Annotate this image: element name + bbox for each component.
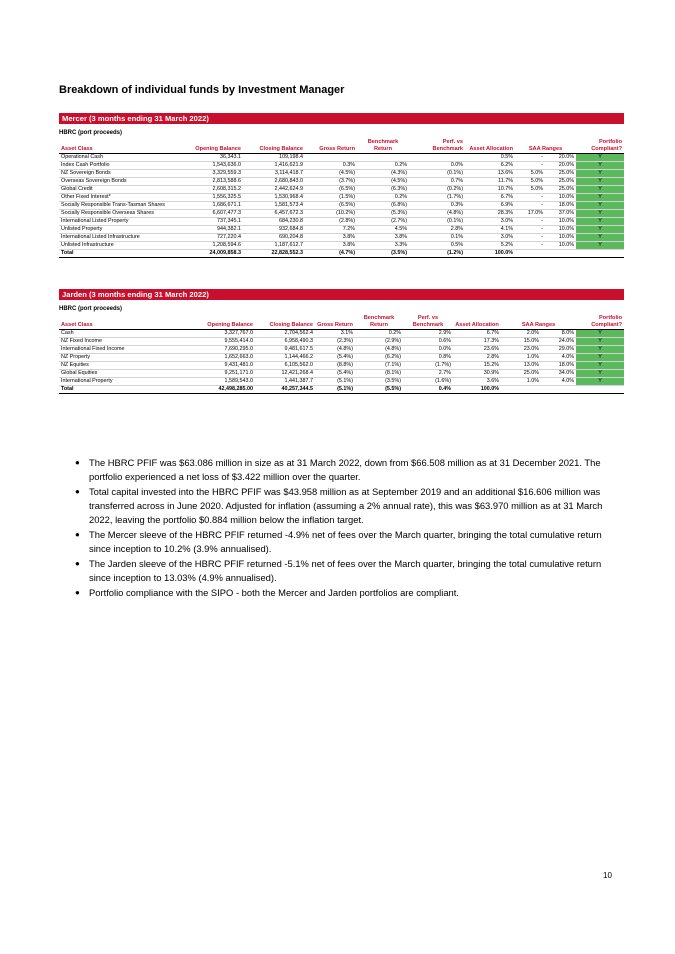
col-header-perf-vs-benchmark: Perf. vs Benchmark: [403, 315, 453, 330]
cell-perf-vs-benchmark: 2.8%: [409, 226, 465, 234]
jarden-table: [59, 315, 624, 394]
cell-saa-max: 10.0%: [545, 242, 576, 250]
cell-opening-balance: 9,431,481.0: [171, 362, 255, 370]
cell-asset-class: International Listed Infrastructure: [59, 234, 187, 242]
cell-closing-balance: 1,581,573.4: [243, 202, 305, 210]
cell-gross-return: (3.7%): [305, 178, 357, 186]
table-row: [59, 186, 624, 194]
cell-opening-balance: 3,329,559.3: [187, 170, 243, 178]
col-header-gross-return: Gross Return: [305, 139, 357, 154]
cell-perf-vs-benchmark: 0.7%: [409, 178, 465, 186]
table-row: [59, 338, 624, 346]
bullet-icon: ●: [75, 458, 80, 467]
cell-asset-class: Socially Responsible Trans-Tasman Shares: [59, 202, 187, 210]
cell-gross-return: [305, 154, 357, 162]
cell-closing-balance: 1,441,387.7: [255, 378, 315, 386]
page-heading: Breakdown of individual funds by Investment Manager: [59, 84, 345, 96]
cell-saa-max: 4.0%: [541, 378, 576, 386]
col-header-asset-allocation: Asset Allocation: [453, 315, 501, 330]
cell-benchmark-return: (8.1%): [355, 370, 403, 378]
cell-compliant: Y: [576, 338, 624, 346]
bullet-icon: ●: [75, 588, 80, 597]
cell-asset-class: International Fixed Income: [59, 346, 171, 354]
bullet-icon: ●: [75, 530, 80, 539]
col-header-portfolio-compliant: Portfolio Compliant?: [576, 139, 624, 154]
cell-gross-return: (6.5%): [305, 186, 357, 194]
cell-closing-balance: 12,421,268.4: [255, 370, 315, 378]
cell-benchmark-return: 0.2%: [357, 162, 409, 170]
cell-asset-class: International Listed Property: [59, 218, 187, 226]
cell-gross-return: (10.2%): [305, 210, 357, 218]
cell-perf-vs-benchmark: 0.0%: [409, 162, 465, 170]
bullet-item: [75, 456, 615, 484]
total-row: [59, 250, 624, 258]
cell-asset-class: Unlisted Infrastructure: [59, 242, 187, 250]
cell-gross-return: 3.1%: [315, 330, 355, 338]
col-header-asset-class: Asset Class: [59, 315, 171, 330]
cell-saa-min: 1.0%: [501, 378, 541, 386]
cell-saa-min: -: [515, 154, 545, 162]
cell-saa-min: 25.0%: [501, 370, 541, 378]
total-asset-class: Total: [59, 386, 171, 394]
cell-saa-min: 1.0%: [501, 354, 541, 362]
total-saa-min: [501, 386, 541, 394]
jarden-banner: Jarden (3 months ending 31 March 2022): [59, 289, 624, 300]
cell-benchmark-return: (6.3%): [357, 186, 409, 194]
cell-saa-min: 17.0%: [515, 210, 545, 218]
cell-saa-max: 24.0%: [541, 338, 576, 346]
bullet-text: The Mercer sleeve of the HBRC PFIF returned -4.9% net of fees over the March quarter, bringing the total cumulative return since inception to 10.2% (3.9% annualised).: [89, 529, 602, 554]
cell-perf-vs-benchmark: (4.8%): [409, 210, 465, 218]
cell-saa-min: 5.0%: [515, 170, 545, 178]
table-row: [59, 194, 624, 202]
cell-saa-max: 10.0%: [545, 226, 576, 234]
bullet-item: [75, 485, 615, 527]
mercer-section: [59, 113, 624, 258]
cell-saa-max: 29.0%: [541, 346, 576, 354]
bullet-item: [75, 586, 615, 600]
cell-asset-allocation: 6.7%: [453, 330, 501, 338]
total-asset-allocation: 100.0%: [453, 386, 501, 394]
cell-benchmark-return: 0.2%: [355, 330, 403, 338]
cell-opening-balance: 1,652,663.0: [171, 354, 255, 362]
cell-benchmark-return: 0.2%: [357, 194, 409, 202]
cell-saa-min: -: [515, 242, 545, 250]
cell-closing-balance: 1,187,612.7: [243, 242, 305, 250]
total-asset-allocation: 100.0%: [465, 250, 515, 258]
cell-asset-allocation: 5.2%: [465, 242, 515, 250]
cell-benchmark-return: (7.1%): [355, 362, 403, 370]
cell-saa-min: -: [515, 218, 545, 226]
cell-opening-balance: 944,382.1: [187, 226, 243, 234]
cell-opening-balance: 1,556,325.5: [187, 194, 243, 202]
cell-compliant: Y: [576, 370, 624, 378]
cell-compliant: Y: [576, 218, 624, 226]
cell-gross-return: 3.8%: [305, 234, 357, 242]
bullet-item: [75, 528, 615, 556]
col-header-opening-balance: Opening Balance: [171, 315, 255, 330]
mercer-subhead: HBRC (port proceeds): [59, 130, 123, 136]
cell-asset-allocation: 23.6%: [453, 346, 501, 354]
table-row: [59, 178, 624, 186]
cell-closing-balance: 3,114,418.7: [243, 170, 305, 178]
cell-asset-allocation: 28.3%: [465, 210, 515, 218]
cell-saa-max: 8.0%: [541, 330, 576, 338]
cell-gross-return: (4.5%): [305, 170, 357, 178]
cell-benchmark-return: 3.3%: [357, 242, 409, 250]
cell-compliant: Y: [576, 186, 624, 194]
total-compliant: [576, 386, 624, 394]
col-header-asset-allocation: Asset Allocation: [465, 139, 515, 154]
table-row: [59, 202, 624, 210]
table-row: [59, 346, 624, 354]
cell-asset-allocation: 30.9%: [453, 370, 501, 378]
total-closing-balance: 40,257,344.5: [255, 386, 315, 394]
cell-asset-class: Global Credit: [59, 186, 187, 194]
cell-perf-vs-benchmark: (1.7%): [403, 362, 453, 370]
cell-closing-balance: 9,481,617.5: [255, 346, 315, 354]
col-header-closing-balance: Closing Balance: [243, 139, 305, 154]
cell-closing-balance: 6,457,672.3: [243, 210, 305, 218]
col-header-gross-return: Gross Return: [315, 315, 355, 330]
total-perf-vs-benchmark: 0.4%: [403, 386, 453, 394]
cell-perf-vs-benchmark: (0.1%): [409, 170, 465, 178]
cell-compliant: Y: [576, 170, 624, 178]
cell-closing-balance: 690,204.8: [243, 234, 305, 242]
col-header-portfolio-compliant: Portfolio Compliant?: [576, 315, 624, 330]
cell-benchmark-return: (2.9%): [355, 338, 403, 346]
cell-saa-max: 25.0%: [545, 186, 576, 194]
cell-compliant: Y: [576, 226, 624, 234]
mercer-table: [59, 139, 624, 258]
cell-gross-return: (5.4%): [315, 354, 355, 362]
cell-saa-max: 18.0%: [545, 202, 576, 210]
cell-saa-min: 13.0%: [501, 362, 541, 370]
cell-benchmark-return: (4.5%): [357, 178, 409, 186]
col-header-saa-ranges: SAA Ranges: [515, 139, 576, 154]
summary-bullets: [75, 456, 615, 601]
total-saa-max: [541, 386, 576, 394]
cell-asset-allocation: 11.7%: [465, 178, 515, 186]
cell-gross-return: 0.3%: [305, 162, 357, 170]
table-row: [59, 162, 624, 170]
cell-perf-vs-benchmark: 0.1%: [409, 234, 465, 242]
bullet-icon: ●: [75, 559, 80, 568]
table-row: [59, 218, 624, 226]
cell-perf-vs-benchmark: (0.1%): [409, 218, 465, 226]
cell-opening-balance: 737,345.1: [187, 218, 243, 226]
cell-compliant: Y: [576, 162, 624, 170]
cell-compliant: Y: [576, 194, 624, 202]
cell-compliant: Y: [576, 242, 624, 250]
total-opening-balance: 42,498,285.00: [171, 386, 255, 394]
cell-opening-balance: 9,251,171.0: [171, 370, 255, 378]
cell-asset-allocation: 6.9%: [465, 202, 515, 210]
jarden-header-row: [59, 315, 624, 330]
cell-benchmark-return: 3.8%: [357, 234, 409, 242]
cell-compliant: Y: [576, 346, 624, 354]
table-row: [59, 226, 624, 234]
total-saa-min: [515, 250, 545, 258]
total-compliant: [576, 250, 624, 258]
cell-perf-vs-benchmark: 0.8%: [403, 354, 453, 362]
total-closing-balance: 22,828,552.3: [243, 250, 305, 258]
cell-asset-class: NZ Sovereign Bonds: [59, 170, 187, 178]
table-row: [59, 154, 624, 162]
bullet-text: Portfolio compliance with the SIPO - both the Mercer and Jarden portfolios are compliant.: [89, 587, 459, 598]
cell-asset-class: NZ Fixed Income: [59, 338, 171, 346]
cell-benchmark-return: (2.7%): [357, 218, 409, 226]
cell-asset-class: Index Cash Portfolio: [59, 162, 187, 170]
cell-closing-balance: 1,530,968.4: [243, 194, 305, 202]
cell-gross-return: 7.2%: [305, 226, 357, 234]
cell-perf-vs-benchmark: 0.5%: [409, 242, 465, 250]
jarden-subhead: HBRC (port proceeds): [59, 306, 123, 312]
total-asset-class: Total: [59, 250, 187, 258]
cell-asset-allocation: 3.0%: [465, 218, 515, 226]
table-row: [59, 234, 624, 242]
cell-benchmark-return: 4.5%: [357, 226, 409, 234]
cell-asset-allocation: 6.7%: [465, 194, 515, 202]
cell-saa-max: 10.0%: [545, 194, 576, 202]
cell-closing-balance: 932,684.8: [243, 226, 305, 234]
cell-saa-max: 37.0%: [545, 210, 576, 218]
cell-perf-vs-benchmark: 0.6%: [403, 338, 453, 346]
cell-opening-balance: 727,220.4: [187, 234, 243, 242]
cell-saa-max: 34.0%: [541, 370, 576, 378]
cell-closing-balance: 2,704,562.4: [255, 330, 315, 338]
cell-saa-max: 25.0%: [545, 170, 576, 178]
cell-gross-return: (1.5%): [305, 194, 357, 202]
cell-saa-max: 20.0%: [545, 154, 576, 162]
cell-asset-class: Operational Cash: [59, 154, 187, 162]
bullet-icon: ●: [75, 487, 80, 496]
cell-asset-class: Socially Responsible Overseas Shares: [59, 210, 187, 218]
cell-opening-balance: 1,543,636.0: [187, 162, 243, 170]
cell-asset-allocation: 6.2%: [465, 162, 515, 170]
cell-opening-balance: 1,589,543.0: [171, 378, 255, 386]
bullet-text: Total capital invested into the HBRC PFIF was $43.958 million as at September 2019 and an additional $16.606 million was transferred across in June 2020. Adjusted for inflation (assuming a 2% annual rate), this was $63.970 million as at 31 March 2022, leaving the portfolio $0.884 million below the inflation target.: [89, 486, 603, 525]
bullet-text: The Jarden sleeve of the HBRC PFIF returned -5.1% net of fees over the March quarter, bringing the total cumulative return since inception to 13.03% (4.9% annualised).: [89, 558, 602, 583]
cell-perf-vs-benchmark: (1.6%): [403, 378, 453, 386]
cell-saa-min: 5.0%: [515, 186, 545, 194]
col-header-closing-balance: Closing Balance: [255, 315, 315, 330]
cell-asset-allocation: 3.6%: [453, 378, 501, 386]
cell-opening-balance: 2,813,588.6: [187, 178, 243, 186]
table-row: [59, 354, 624, 362]
total-opening-balance: 24,009,858.3: [187, 250, 243, 258]
cell-asset-allocation: 17.3%: [453, 338, 501, 346]
cell-asset-class: Other Fixed Interest*: [59, 194, 187, 202]
cell-closing-balance: 684,230.8: [243, 218, 305, 226]
cell-closing-balance: 109,198.4: [243, 154, 305, 162]
cell-asset-class: Cash: [59, 330, 171, 338]
cell-asset-class: NZ Equities: [59, 362, 171, 370]
cell-benchmark-return: (5.3%): [357, 210, 409, 218]
cell-asset-allocation: 4.1%: [465, 226, 515, 234]
cell-asset-class: International Property: [59, 378, 171, 386]
total-gross-return: (4.7%): [305, 250, 357, 258]
cell-saa-min: -: [515, 194, 545, 202]
table-row: [59, 210, 624, 218]
cell-opening-balance: 36,343.1: [187, 154, 243, 162]
jarden-section: [59, 289, 624, 394]
cell-closing-balance: 2,442,624.9: [243, 186, 305, 194]
cell-benchmark-return: [357, 154, 409, 162]
cell-asset-allocation: 3.0%: [465, 234, 515, 242]
cell-compliant: Y: [576, 378, 624, 386]
cell-saa-max: 10.0%: [545, 218, 576, 226]
table-row: [59, 370, 624, 378]
total-benchmark-return: (3.5%): [357, 250, 409, 258]
cell-gross-return: (5.4%): [315, 370, 355, 378]
cell-perf-vs-benchmark: 0.0%: [403, 346, 453, 354]
cell-compliant: Y: [576, 178, 624, 186]
cell-opening-balance: 3,327,767.0: [171, 330, 255, 338]
cell-saa-min: -: [515, 202, 545, 210]
mercer-banner: Mercer (3 months ending 31 March 2022): [59, 113, 624, 124]
cell-saa-max: 10.0%: [545, 234, 576, 242]
cell-asset-class: Global Equities: [59, 370, 171, 378]
cell-compliant: Y: [576, 210, 624, 218]
total-row: [59, 386, 624, 394]
bullet-text: The HBRC PFIF was $63.086 million in size as at 31 March 2022, down from $66.508 million as at 31 December 2021. The portfolio experienced a net loss of $3.422 million over the quarter.: [89, 457, 601, 482]
cell-saa-max: 18.0%: [541, 362, 576, 370]
cell-saa-min: -: [515, 162, 545, 170]
col-header-benchmark-return: Benchmark Return: [355, 315, 403, 330]
col-header-opening-balance: Opening Balance: [187, 139, 243, 154]
cell-opening-balance: 9,555,414.0: [171, 338, 255, 346]
cell-saa-max: 20.0%: [545, 162, 576, 170]
cell-compliant: Y: [576, 234, 624, 242]
cell-saa-min: -: [515, 234, 545, 242]
cell-opening-balance: 6,607,477.3: [187, 210, 243, 218]
cell-perf-vs-benchmark: (1.7%): [409, 194, 465, 202]
cell-closing-balance: 6,105,562.0: [255, 362, 315, 370]
table-row: [59, 378, 624, 386]
cell-saa-min: 15.0%: [501, 338, 541, 346]
cell-gross-return: (8.8%): [315, 362, 355, 370]
cell-saa-min: 2.0%: [501, 330, 541, 338]
cell-asset-class: Overseas Sovereign Bonds: [59, 178, 187, 186]
cell-compliant: Y: [576, 330, 624, 338]
cell-benchmark-return: (4.3%): [357, 170, 409, 178]
table-row: [59, 170, 624, 178]
cell-perf-vs-benchmark: 2.9%: [403, 330, 453, 338]
cell-opening-balance: 1,208,594.6: [187, 242, 243, 250]
cell-compliant: Y: [576, 354, 624, 362]
cell-benchmark-return: (3.5%): [355, 378, 403, 386]
cell-saa-min: -: [515, 226, 545, 234]
col-header-perf-vs-benchmark: Perf. vs Benchmark: [409, 139, 465, 154]
cell-opening-balance: 7,690,295.0: [171, 346, 255, 354]
col-header-saa-ranges: SAA Ranges: [501, 315, 576, 330]
cell-saa-max: 4.0%: [541, 354, 576, 362]
total-perf-vs-benchmark: (1.2%): [409, 250, 465, 258]
cell-perf-vs-benchmark: [409, 154, 465, 162]
cell-asset-class: NZ Property: [59, 354, 171, 362]
cell-perf-vs-benchmark: (0.2%): [409, 186, 465, 194]
cell-saa-max: 25.0%: [545, 178, 576, 186]
cell-asset-allocation: 0.5%: [465, 154, 515, 162]
table-row: [59, 362, 624, 370]
cell-asset-allocation: 15.2%: [453, 362, 501, 370]
cell-gross-return: (5.1%): [315, 378, 355, 386]
cell-asset-allocation: 13.6%: [465, 170, 515, 178]
cell-compliant: Y: [576, 154, 624, 162]
cell-closing-balance: 2,680,843.0: [243, 178, 305, 186]
cell-gross-return: (4.8%): [315, 346, 355, 354]
cell-gross-return: (2.3%): [315, 338, 355, 346]
total-benchmark-return: (5.5%): [355, 386, 403, 394]
cell-benchmark-return: (6.8%): [357, 202, 409, 210]
cell-saa-min: 5.0%: [515, 178, 545, 186]
cell-opening-balance: 2,608,315.2: [187, 186, 243, 194]
cell-gross-return: (2.8%): [305, 218, 357, 226]
col-header-asset-class: Asset Class: [59, 139, 187, 154]
cell-benchmark-return: (4.8%): [355, 346, 403, 354]
cell-closing-balance: 1,144,466.2: [255, 354, 315, 362]
cell-closing-balance: 6,958,490.3: [255, 338, 315, 346]
cell-gross-return: 3.8%: [305, 242, 357, 250]
cell-asset-allocation: 2.8%: [453, 354, 501, 362]
cell-asset-class: Unlisted Property: [59, 226, 187, 234]
table-row: [59, 242, 624, 250]
cell-gross-return: (6.5%): [305, 202, 357, 210]
total-saa-max: [545, 250, 576, 258]
cell-perf-vs-benchmark: 2.7%: [403, 370, 453, 378]
cell-saa-min: 23.0%: [501, 346, 541, 354]
table-row: [59, 330, 624, 338]
cell-opening-balance: 1,686,671.1: [187, 202, 243, 210]
cell-compliant: Y: [576, 202, 624, 210]
cell-benchmark-return: (6.2%): [355, 354, 403, 362]
mercer-header-row: [59, 139, 624, 154]
cell-compliant: Y: [576, 362, 624, 370]
cell-perf-vs-benchmark: 0.3%: [409, 202, 465, 210]
cell-closing-balance: 1,416,621.9: [243, 162, 305, 170]
col-header-benchmark-return: Benchmark Return: [357, 139, 409, 154]
page-number: 10: [603, 871, 612, 880]
bullet-item: [75, 557, 615, 585]
total-gross-return: (5.1%): [315, 386, 355, 394]
cell-asset-allocation: 10.7%: [465, 186, 515, 194]
